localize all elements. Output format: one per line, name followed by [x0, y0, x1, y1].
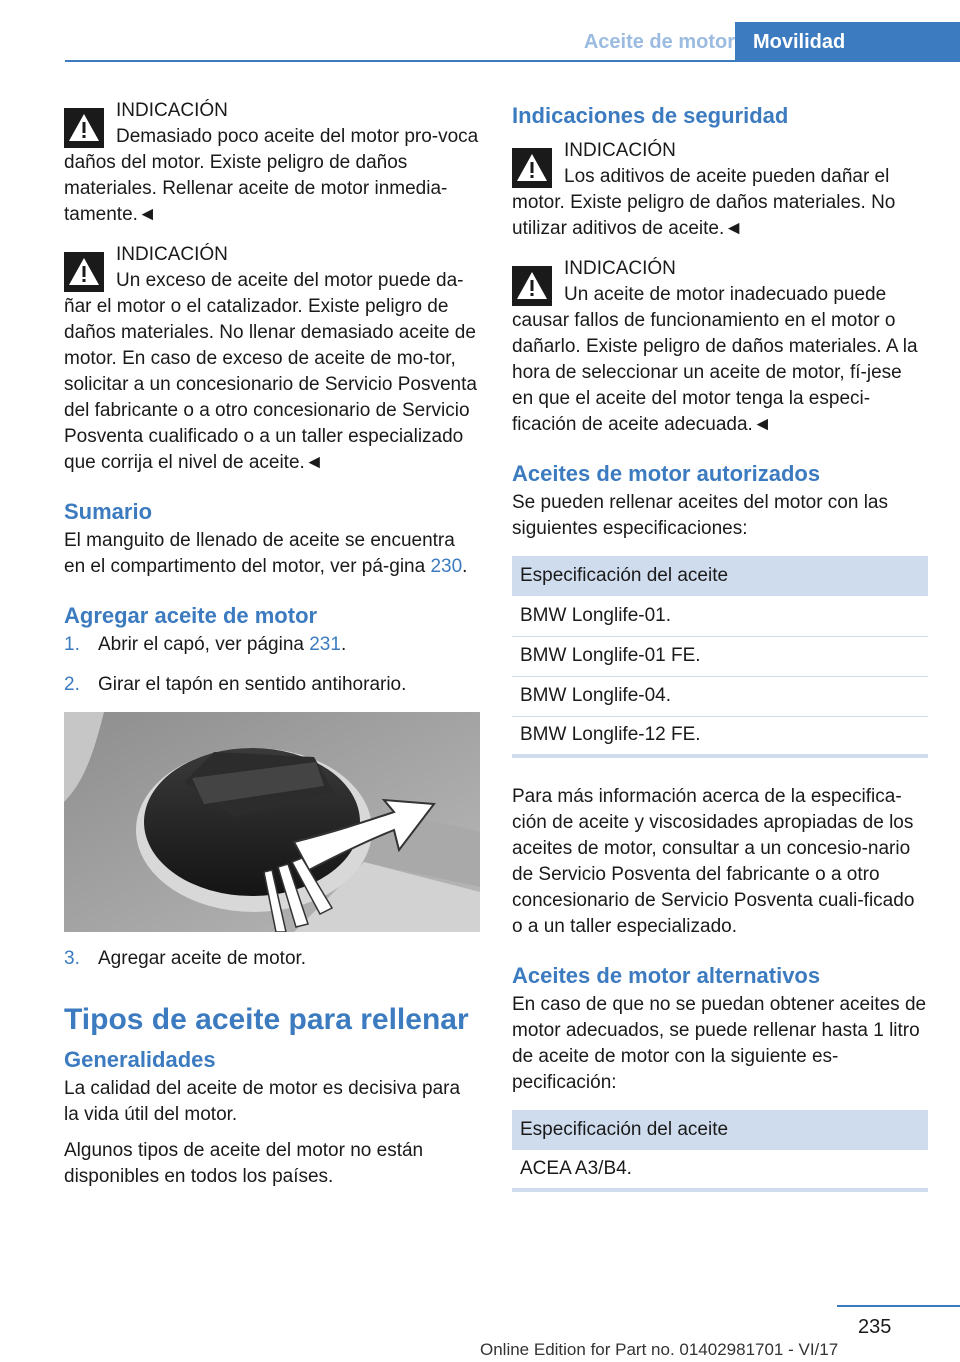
list-item: 1. Abrir el capó, ver página 231. — [64, 634, 347, 655]
page-number: 235 — [858, 1316, 892, 1338]
paragraph: En caso de que no se puedan obtener aceites de motor adecuados, se puede rellenar hasta 1 litro de aceite de motor con la siguiente es-pecificación: — [512, 994, 927, 1093]
warning-note — [512, 256, 928, 438]
list-item: 3. Agregar aceite de motor. — [64, 948, 307, 969]
table-row: BMW Longlife-01 FE. — [512, 636, 928, 676]
oil-cap-photo — [64, 712, 480, 932]
section-heading-sumario: Sumario — [64, 499, 153, 524]
table-row: BMW Longlife-01. — [512, 596, 928, 636]
warning-icon — [64, 252, 104, 292]
steps-list — [64, 632, 480, 698]
header-section-title: Aceite de motor — [583, 31, 735, 53]
page-header — [65, 22, 960, 62]
page-link[interactable]: 230 — [430, 556, 463, 577]
page-link[interactable]: 231 — [309, 634, 341, 655]
paragraph: Se pueden rellenar aceites del motor con las siguientes especificaciones: — [512, 492, 889, 539]
sumario-text: El manguito de llenado de aceite se encuentra en el compartimento del motor, ver pá-gina 230. — [64, 530, 468, 577]
section-heading-autorizados: Aceites de motor autorizados — [512, 461, 821, 486]
list-item: 2. Girar el tapón en sentido antihorario. — [64, 674, 407, 695]
table-row: ACEA A3/B4. — [520, 1158, 632, 1179]
footer-rule — [837, 1305, 960, 1307]
warning-icon — [512, 266, 552, 306]
section-heading-generalidades: Generalidades — [64, 1047, 216, 1072]
warning-note — [512, 138, 928, 242]
warning-icon — [64, 108, 104, 148]
steps-list — [64, 946, 480, 972]
section-heading-alternativos: Aceites de motor alternativos — [512, 963, 821, 988]
section-heading-agregar: Agregar aceite de motor — [64, 603, 318, 628]
table-row: BMW Longlife-04. — [512, 676, 928, 716]
left-column — [64, 98, 480, 1190]
warning-icon — [512, 148, 552, 188]
paragraph: Algunos tipos de aceite del motor no están disponibles en todos los países. — [64, 1140, 424, 1187]
warning-text: Los aditivos de aceite pueden dañar el motor. Existe peligro de daños materiales. No utilizar aditivos de aceite.◄ — [512, 166, 896, 239]
table-header: Especificación del aceite — [512, 556, 928, 596]
footer-edition: Online Edition for Part no. 01402981701 - VI/17 — [480, 1340, 839, 1359]
warning-title: INDICACIÓN — [564, 258, 676, 279]
spec-table-alternativos — [512, 1110, 928, 1192]
right-column — [512, 98, 928, 1192]
warning-note — [64, 242, 480, 476]
warning-text: Demasiado poco aceite del motor pro-voca daños del motor. Existe peligro de daños materiales. Rellenar aceite de motor inmedia-tamente.◄ — [64, 126, 479, 225]
warning-text: Un aceite de motor inadecuado puede causar fallos de funcionamiento en el motor o dañarlo. Existe peligro de daños materiales. A la hora de seleccionar un aceite de motor, fí-jese en que el aceite del motor tenga la especi-ficación de aceite adecuada.◄ — [512, 284, 918, 435]
chapter-heading-tipos: Tipos de aceite para rellenar — [64, 1003, 469, 1036]
warning-title: INDICACIÓN — [116, 244, 228, 265]
table-row: BMW Longlife-12 FE. — [520, 724, 701, 746]
section-heading-seguridad: Indicaciones de seguridad — [512, 103, 789, 128]
table-header: Especificación del aceite — [512, 1110, 928, 1150]
spec-table-autorizados — [512, 556, 928, 758]
warning-text: Un exceso de aceite del motor puede da-ñar el motor o el catalizador. Existe peligro de daños materiales. No llenar demasiado aceite de motor. En caso de exceso de aceite de mo-tor, solicitar a un concesionario de Servicio Posventa del fabricante o a otro concesionario de Servicio Posventa cualificado o a un taller especializado que corrija el nivel de aceite.◄ — [64, 270, 477, 473]
warning-note — [64, 98, 480, 228]
header-chapter-tab: Movilidad — [735, 22, 960, 62]
paragraph: La calidad del aceite de motor es decisiva para la vida útil del motor. — [64, 1078, 461, 1125]
warning-title: INDICACIÓN — [564, 140, 676, 161]
paragraph: Para más información acerca de la especifica-ción de aceite y viscosidades apropiadas de los aceites de motor, consultar a un concesio-nario de Servicio Posventa del fabricante o a otro concesionario de Servicio Posventa cuali-ficado o a un taller especializado. — [512, 786, 915, 937]
warning-title: INDICACIÓN — [116, 100, 228, 121]
